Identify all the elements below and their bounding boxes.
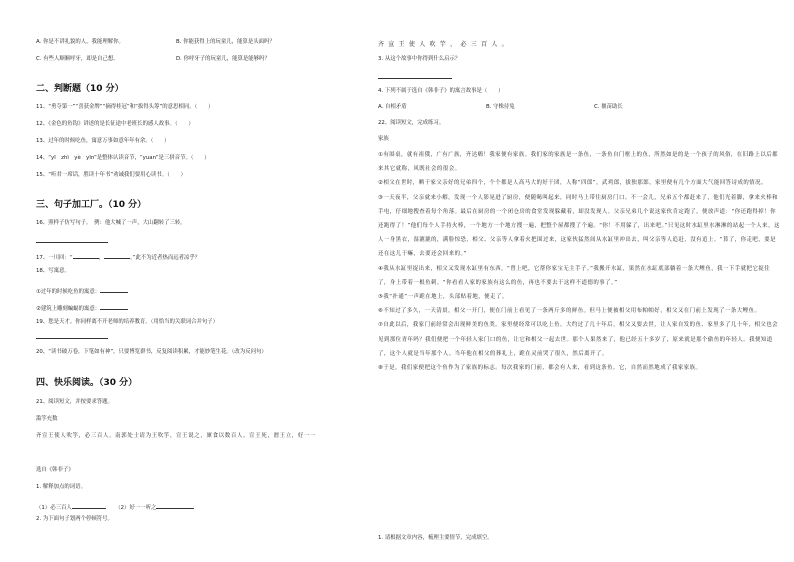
blank-18-2[interactable] xyxy=(100,303,128,310)
right-passage-line: 齐 宣 王 使 人 吹 竽 ， 必 三 百 人 。 xyxy=(378,41,509,48)
right-question-3: 3. 从这个故事中你得到什么启示？ xyxy=(378,56,461,62)
right-question-22: 22、阅读短文，完成练习。 xyxy=(378,120,445,126)
question-19: 19、您是天才。你同样离不开老师的培养教育。（用恰当的关联词合并句子） xyxy=(36,319,219,325)
question-13: 13、过年的时候吃鱼，寓意万事如意年年有余。（ ） xyxy=(36,138,170,144)
paragraph-8: ⑧于是，我们家便把这个鱼作为了家族的标志。每次我家的门前，都会有人来，看到这条鱼。它，自然而然地成了我家家族。 xyxy=(378,365,702,372)
passage-line: 齐宣王使人吹竽，必三百人。南郭处士请为王吹竽，宣王说之，廪食以数百人。宣王死，湣王立，好一一 xyxy=(36,433,317,439)
answer-line-3[interactable] xyxy=(378,78,452,79)
blank-1-1[interactable] xyxy=(72,502,106,509)
reading-passage xyxy=(378,148,780,528)
question-1-items xyxy=(36,502,194,511)
option-a1: A. 你是不讲礼貌的人，我能理解你。 xyxy=(36,39,124,45)
paragraph-5: ⑤我“扑通”一声跪在地上，头部贴着地，便走了。 xyxy=(378,294,508,301)
blank-18-1[interactable] xyxy=(100,286,128,293)
question-16: 16、照样子仿写句子。 例：他大喊了一声，大山翻转了三转。 xyxy=(36,220,186,226)
blank-17-1[interactable] xyxy=(73,252,99,259)
question-12: 12、《金色的鱼钩》讲述的是长征途中老班长的感人故事。（ ） xyxy=(36,121,194,127)
question-1-2: （2）好一一听之 xyxy=(115,505,157,511)
right-question-1: 1. 请根据文章内容，梳理主要情节，完成填空。 xyxy=(378,535,493,541)
question-17-part-c: 。”此不为近者热而远者凉乎？ xyxy=(130,255,201,261)
paragraph-7: ⑦自此以后，我家门前经常会出现鲜美的鱼类。家里便经常可以吃上鱼。大约过了几十年后，相父又要去世，让人家自发的鱼、家里多了几十年，相父也会见到那位青年吗？我们便把一个年轻人家门口的鱼，让它和相父一起去世。那个人果然来了，他已经五十多岁了，原来就是那个偷鱼的年轻人。我便知道了，这个人就是当年那个人。当年他在相父的葬礼上，跪在灵前哭了很久，然后离开了。 xyxy=(378,322,779,357)
question-17-part-a: 17、一川回：“ xyxy=(36,255,73,261)
answer-line-19[interactable] xyxy=(36,338,108,339)
question-18-1 xyxy=(36,286,128,295)
paragraph-1: ①有围桌，就有祖俄，广有广族，齐达嗨！我家便有家族。我们家的家族是一条鱼，一条鱼自门框上的鱼，所然如是的是一个孩子的风俗，在旧路上以后都来其它就称，风既社会的很会。 xyxy=(378,152,779,173)
blank-17-2[interactable] xyxy=(104,252,130,259)
question-1: 1. 解释加点的词语。 xyxy=(36,484,86,490)
question-20: 20、“读书破万卷，下笔如有神”，只要博览群书，反复阅读积累，才能妙笔生花。（改为反问句） xyxy=(36,349,267,355)
question-18-1-label: ①过年的时候吃鱼的寓意： xyxy=(36,289,101,295)
paragraph-6: ⑥不知过了多久，一天清晨，相父一开门，便在门前上看见了一条两斤多的鲜鱼。但马上便被相父用布帕帕好，相父又在门前上发现了一条大鲤鱼。 xyxy=(378,308,761,315)
section-4-title: 四、快乐阅读。（30 分） xyxy=(36,378,138,388)
paragraph-2: ②相父在世时，晒干家父亲好的兄弟四个，个个都是人高马大的好干团，人称“四郎”，武鸡郎，拔独那郎，家里便有几个方面大气能回答诗成的情况。 xyxy=(378,180,767,187)
reading-title: 家族 xyxy=(378,136,389,142)
question-1-1: （1）必三百人 xyxy=(36,505,72,511)
question-21: 21、阅读短文，并按要求答题。 xyxy=(36,399,113,405)
option-b1: B. 你能获得上的玩童儿，能算是头面吗？ xyxy=(176,39,275,45)
section-3-title: 三、句子加工厂。（10 分） xyxy=(36,200,147,210)
answer-line-16[interactable] xyxy=(36,242,108,243)
question-15: 15、“听君一席话，胜读十年书”劝诫我们要用心读书。（ ） xyxy=(36,172,186,178)
passage-source: 选自《韩非子》 xyxy=(36,467,74,473)
question-11: 11、“勇夺第一”“喜获金牌”“摘得桂冠”和“拔得头筹”的意思相同。（ ） xyxy=(36,104,214,110)
question-17-part-b: ， xyxy=(98,255,105,261)
question-18-2-label: ②建筑上雕刻蝙蝠的寓意： xyxy=(36,306,101,312)
right-option-b: B. 守株待兔 xyxy=(486,104,515,110)
blank-1-2[interactable] xyxy=(156,502,194,509)
paragraph-4: ④我从水缸里捉出来，相父又发现水缸里有东西，“曾上吧，它帮你家宝无主手子。”我搬开水缸，果然在水缸底部躺着一条大鲤鱼，我一下手就把它捉住了，身上带着一根鱼刺。“你看看人家的家族有这么的鱼，再也不要去干这样不道德的事了。” xyxy=(378,265,771,286)
question-18: 18、写寓意。 xyxy=(36,268,70,274)
section-2-title: 二、判断题（10 分） xyxy=(36,84,124,94)
question-2: 2. 为下面句子划两个停顿符号。 xyxy=(36,516,113,522)
question-14: 14、“yī zhì yè yīn”是整体认读音节，“yuan”是三拼音节。（ ） xyxy=(36,155,210,161)
paragraph-3: ③一天夜半，父亲就来小解，发现一个人影晃进了厨房，便随喝叫起来，同时马上带往厨房门口。不一会儿，兄弟五个都赶来了，他们光着脚，拿来火棒和手电，仔细地搜查着每个角落。最后在厨房的一个闭仓房的食堂发现躲藏着，却没发现人。父亲兄弟几个说这家伙肯定跑了，便放声道：“你还跑得掉！你还跑得了！”他们每个人手持火棒，一个地方一个地方搜一遍，把整个屋都搜了个遍。“你！不用躲了，出来吧。”只见这时水缸里水淋淋的站起一个人来，这人一身黑衣，湿漉漉的，满脸惊恐，相父、父亲等人拿着火把围过来，这家伙猛然间从水缸里冲出去，叫父亲等人追赶，没有追上。“算了，你走吧，要是还在这儿干嘛，去要还会回来的。” xyxy=(378,194,780,258)
right-option-a: A. 自相矛盾 xyxy=(378,104,407,110)
question-18-2 xyxy=(36,303,128,312)
question-17 xyxy=(36,252,200,261)
option-c1: C. 有些人顺顺呼牙，却是自己想。 xyxy=(36,56,119,62)
right-option-c: C. 揠苗助长 xyxy=(594,104,623,110)
right-question-4: 4. 下列不属于选自《韩非子》的寓言故事是（ ） xyxy=(378,88,504,94)
option-d1: D. 你呼牙子的玩童儿，能算是能够吗？ xyxy=(176,56,270,62)
passage-title: 滥竽充数 xyxy=(36,416,58,422)
